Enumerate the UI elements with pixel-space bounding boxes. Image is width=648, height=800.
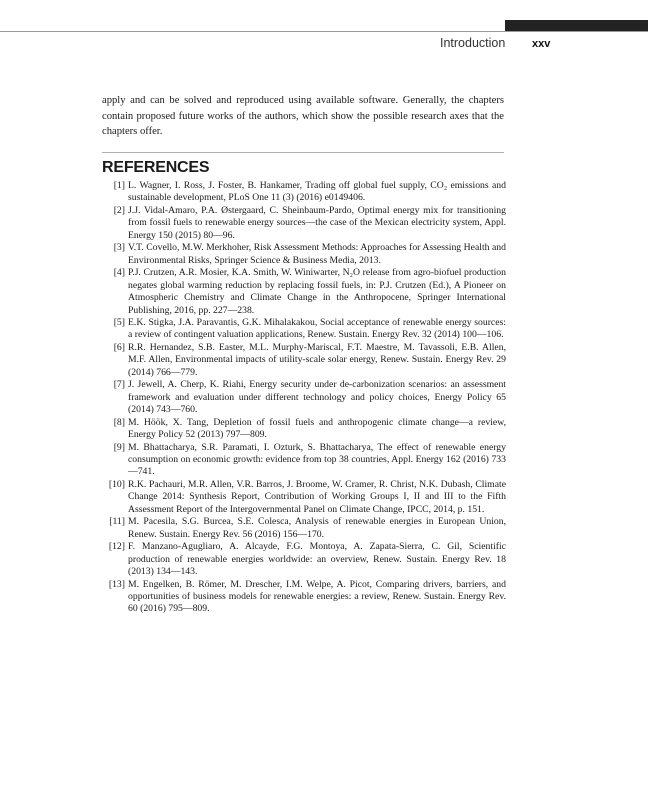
reference-text: M. Pacesila, S.G. Burcea, S.E. Colesca, Analysis of renewable energies in European Union, Renew. Sustain. Energy Rev. 56 (2016) 156—170. <box>128 516 506 540</box>
reference-item <box>102 180 506 205</box>
running-head: Introduction <box>440 36 506 50</box>
reference-number: [10] <box>108 478 125 490</box>
reference-item <box>102 342 506 379</box>
reference-number: [4] <box>113 267 125 279</box>
intro-paragraph: apply and can be solved and reproduced using available software. Generally, the chapters contain proposed future works of the authors, which show the possible research axes that the chapters offer. <box>102 95 504 137</box>
section-divider <box>102 152 504 153</box>
reference-text: E.K. Stigka, J.A. Paravantis, G.K. Mihalakakou, Social acceptance of renewable energy sources: a review of contingent valuation applications, Renew. Sustain. Energy Rev. 32 (2014) 100—106. <box>128 316 506 341</box>
header-rule <box>0 31 648 32</box>
reference-item <box>102 479 506 516</box>
reference-number: [6] <box>113 341 125 353</box>
reference-number: [7] <box>113 379 125 391</box>
reference-number: [2] <box>113 204 125 216</box>
reference-text: L. Wagner, I. Ross, J. Foster, B. Hankamer, Trading off global fuel supply, CO₂ emissions and sustainable development, PLoS One 11 (3) (2016) e0149406. <box>128 180 506 204</box>
reference-text: J.J. Vidal-Amaro, P.A. Østergaard, C. Sheinbaum-Pardo, Optimal energy mix for transitioning from fossil fuels to renewable energy sources—the case of the Mexican electricity system, Appl. Energy 150 (2015) 80—96. <box>128 204 506 241</box>
reference-number: [12] <box>108 541 125 553</box>
reference-number: [9] <box>113 441 125 453</box>
reference-item <box>102 317 506 342</box>
reference-number: [3] <box>113 242 125 254</box>
reference-text: V.T. Covello, M.W. Merkhoher, Risk Assessment Methods: Approaches for Assessing Health and Environmental Risks, Springer Science & Business Media, 2013. <box>128 242 506 266</box>
reference-text: M. Engelken, B. Römer, M. Drescher, I.M. Welpe, A. Picot, Comparing drivers, barriers, and opportunities of business models for renewable energies: a review, Renew. Sustain. Energy Rev. 60 (2016) 795—809. <box>128 578 506 615</box>
reference-list <box>102 180 506 616</box>
reference-text: F. Manzano-Agugliaro, A. Alcayde, F.G. Montoya, A. Zapata-Sierra, C. Gil, Scientific production of renewable energies worldwide: an overview, Renew. Sustain. Energy Rev. 18 (2013) 134—143. <box>128 541 506 578</box>
reference-item <box>102 267 506 317</box>
reference-text: M. Höök, X. Tang, Depletion of fossil fuels and anthropogenic climate change—a review, Energy Policy 52 (2013) 797—809. <box>128 416 506 441</box>
reference-number: [5] <box>113 316 125 328</box>
reference-item <box>102 442 506 479</box>
references-heading: REFERENCES <box>102 159 210 176</box>
reference-number: [8] <box>113 416 125 428</box>
reference-number: [1] <box>113 180 125 191</box>
reference-item <box>102 417 506 442</box>
reference-number: [13] <box>108 578 125 590</box>
page-number: xxv <box>532 38 551 50</box>
reference-number: [11] <box>109 516 125 528</box>
header-bar <box>505 20 648 31</box>
reference-text: M. Bhattacharya, S.R. Paramati, I. Ozturk, S. Bhattacharya, The effect of renewable energy consumption on economic growth: evidence from top 38 countries, Appl. Energy 162 (2016) 733—741. <box>128 441 506 478</box>
reference-text: R.K. Pachauri, M.R. Allen, V.R. Barros, J. Broome, W. Cramer, R. Christ, N.K. Dubash, Climate Change 2014: Synthesis Report, Contribution of Working Groups I, II and III to the Fifth Assessment Report of the Intergovernmental Panel on Climate Change, IPCC, 2014, p. 151. <box>128 478 506 515</box>
reference-item <box>102 205 506 242</box>
reference-text: P.J. Crutzen, A.R. Mosier, K.A. Smith, W. Winiwarter, N₂O release from agro-biofuel production negates global warming reduction by replacing fossil fuels, in: P.J. Crutzen (Ed.), A Pioneer on Atmospheric Chemistry and Climate Change in the Anthropocene, Springer International Publishing, 2016, pp. 227—238. <box>128 267 506 316</box>
reference-text: R.R. Hernandez, S.B. Easter, M.L. Murphy-Mariscal, F.T. Maestre, M. Tavassoli, E.B. Allen, M.F. Allen, Environmental impacts of utility-scale solar energy, Renew. Sustain. Energy Rev. 29 (2014) 766—779. <box>128 341 506 378</box>
reference-text: J. Jewell, A. Cherp, K. Riahi, Energy security under de-carbonization scenarios: an assessment framework and evaluation under different technology and policy choices, Energy Policy 65 (2014) 743—760. <box>128 379 506 416</box>
reference-item <box>102 516 506 541</box>
reference-item <box>102 541 506 578</box>
reference-item <box>102 579 506 616</box>
reference-item <box>102 242 506 267</box>
reference-item <box>102 379 506 416</box>
